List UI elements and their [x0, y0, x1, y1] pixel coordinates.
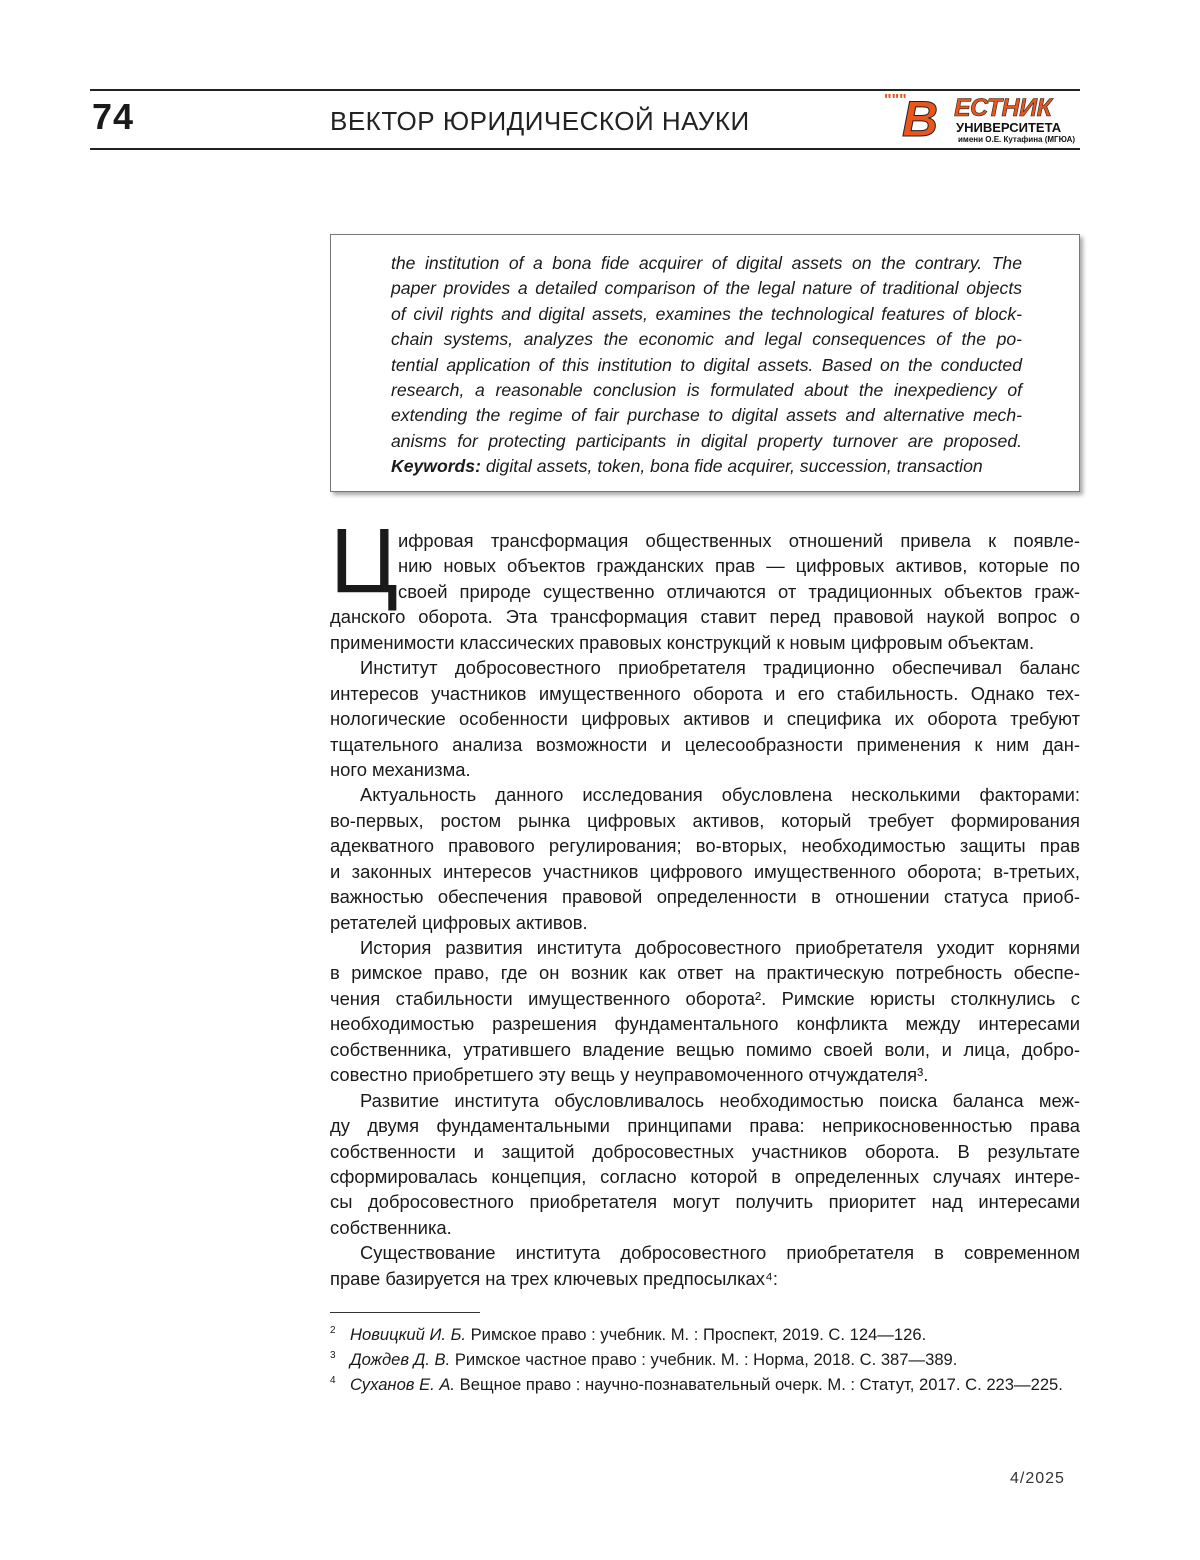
abstract-line: anisms for protecting participants in digital property turnover are proposed.: [391, 430, 1022, 451]
footnote: [330, 1347, 1080, 1372]
footnote-text: Вещное право : научно-познавательный очерк. М. : Статут, 2017. С. 223—225.: [455, 1375, 1063, 1394]
keywords-line: [391, 454, 1022, 479]
paragraph-line: ного механизма.: [330, 758, 471, 780]
footnote-number: 4: [330, 1375, 336, 1386]
paragraph: [330, 782, 1080, 935]
paragraph-line: данского оборота. Эта трансформация ставит перед правовой наукой вопрос о: [330, 606, 1080, 628]
footnote-text: Римское частное право : учебник. М. : Норма, 2018. С. 387—389.: [450, 1350, 958, 1369]
keywords-text: digital assets, token, bona fide acquirer, succession, transaction: [480, 456, 983, 477]
paragraph: [330, 528, 1080, 655]
paragraph-line: нологические особенности цифровых активов и специфика их оборота требуют: [330, 708, 1080, 730]
paragraph-line: собственника.: [330, 1216, 452, 1238]
abstract-line: research, a reasonable conclusion is formulated about the inexpediency of: [391, 379, 1022, 400]
keywords-label: Keywords:: [391, 456, 481, 477]
paragraph-line: Существование института добросовестного приобретателя в современном: [360, 1242, 1080, 1264]
abstract-line: the institution of a bona fide acquirer of digital assets on the contrary. The: [391, 253, 1022, 273]
paragraph-line: собственности и защитой добросовестных участников оборота. В результате: [330, 1140, 1080, 1162]
issue-number: 4/2025: [1010, 1470, 1065, 1487]
body-text: [330, 528, 1080, 1291]
abstract-line: tential application of this institution to digital assets. Based on the conducted: [391, 354, 1022, 375]
footnote-author: Новицкий И. Б.: [350, 1325, 466, 1344]
paragraph-line: сформировалась концепция, согласно которой в определенных случаях интере-: [330, 1165, 1080, 1187]
paragraph-line: тщательного анализа возможности и целесообразности применения к ним дан-: [330, 733, 1080, 755]
paragraph: [330, 935, 1080, 1088]
abstract-box: [330, 234, 1080, 492]
paragraph-line: Институт добросовестного приобретателя традиционно обеспечивал баланс: [360, 657, 1080, 679]
paragraph-line: Актуальность данного исследования обусловлена несколькими факторами:: [360, 784, 1080, 806]
paragraph-line: в римское право, где он возник как ответ на практическую потребность обеспе-: [330, 962, 1080, 984]
footnote-author: Суханов Е. А.: [350, 1375, 456, 1394]
paragraph-line: важностью обеспечения правовой определенности в отношении статуса приоб-: [330, 886, 1080, 908]
paragraph-line: своей природе существенно отличаются от традиционных объектов граж-: [398, 580, 1080, 602]
paragraph-line: чения стабильности имущественного оборота². Римские юристы столкнулись с: [330, 987, 1080, 1009]
abstract-line: chain systems, analyzes the economic and legal consequences of the po-: [391, 329, 1022, 350]
footnote-number: 2: [330, 1325, 336, 1336]
paragraph-line: ифровая трансформация общественных отношений привела к появле-: [398, 530, 1080, 551]
paragraph: [330, 655, 1080, 782]
page-number: 74: [92, 96, 135, 137]
paragraph-line: нию новых объектов гражданских прав — цифровых активов, которые по: [398, 555, 1080, 577]
paragraph-line: применимости классических правовых конструкций к новым цифровым объектам.: [330, 631, 1035, 653]
journal-section-title: ВЕКТОР ЮРИДИЧЕСКОЙ НАУКИ: [330, 106, 750, 136]
footnote-author: Дождев Д. В.: [350, 1350, 451, 1369]
footnotes: [330, 1322, 1080, 1397]
journal-logo: [882, 92, 1082, 148]
paragraph: [330, 1088, 1080, 1241]
paragraph-line: Развитие института обусловливалось необходимостью поиска баланса меж-: [360, 1089, 1080, 1111]
drop-cap: Ц: [330, 510, 399, 612]
paragraph-line: во-первых, ростом рынка цифровых активов, который требует формирования: [330, 809, 1080, 831]
logo-letter: В: [902, 91, 939, 147]
paragraph-line: необходимостью разрешения фундаментального конфликта между интересами: [330, 1013, 1080, 1035]
paragraph-line: и законных интересов участников цифрового имущественного оборота; в-третьих,: [330, 860, 1080, 882]
abstract-text: [391, 251, 1022, 480]
paragraph-line: собственника, утратившего владение вещью помимо своей воли, и лица, добро-: [330, 1038, 1080, 1060]
paragraph-line: ду двумя фундаментальными принципами права: неприкосновенностью права: [330, 1115, 1080, 1137]
paragraph-line: сы добросовестного приобретателя могут получить приоритет над интересами: [330, 1191, 1080, 1213]
footnote-rule: [330, 1312, 480, 1313]
logo-subtitle: имени О.Е. Кутафина (МГЮА): [958, 135, 1076, 144]
paragraph-line: интересов участников имущественного оборота и его стабильность. Однако тех-: [330, 682, 1080, 704]
abstract-line: extending the regime of fair purchase to digital assets and alternative mech-: [391, 405, 1022, 426]
logo-word-university: УНИВЕРСИТЕТА: [956, 120, 1062, 135]
paragraph: [330, 1240, 1080, 1291]
footnote-text: Римское право : учебник. М. : Проспект, 2019. С. 124—126.: [466, 1325, 927, 1344]
paragraph-line: История развития института добросовестного приобретателя уходит корнями: [360, 937, 1080, 958]
paragraph-line: ретателей цифровых активов.: [330, 911, 588, 933]
paragraph-line: совестно приобретшего эту вещь у неуправомоченного отчуждателя³.: [330, 1064, 929, 1086]
footnote: [330, 1372, 1080, 1397]
header-bottom-rule: [90, 148, 1080, 150]
logo-word-vestnik: ЕСТНИК: [954, 94, 1052, 122]
paragraph-line: адекватного правового регулирования; во-вторых, необходимостью защиты прав: [330, 835, 1080, 857]
paragraph-line: праве базируется на трех ключевых предпосылках⁴:: [330, 1267, 778, 1289]
footnote: [330, 1322, 1080, 1347]
abstract-line: of civil rights and digital assets, examines the technological features of block-: [391, 303, 1022, 324]
logo-quote-mark: """: [884, 92, 907, 109]
footnote-number: 3: [330, 1350, 336, 1361]
abstract-line: paper provides a detailed comparison of the legal nature of traditional objects: [391, 278, 1022, 299]
